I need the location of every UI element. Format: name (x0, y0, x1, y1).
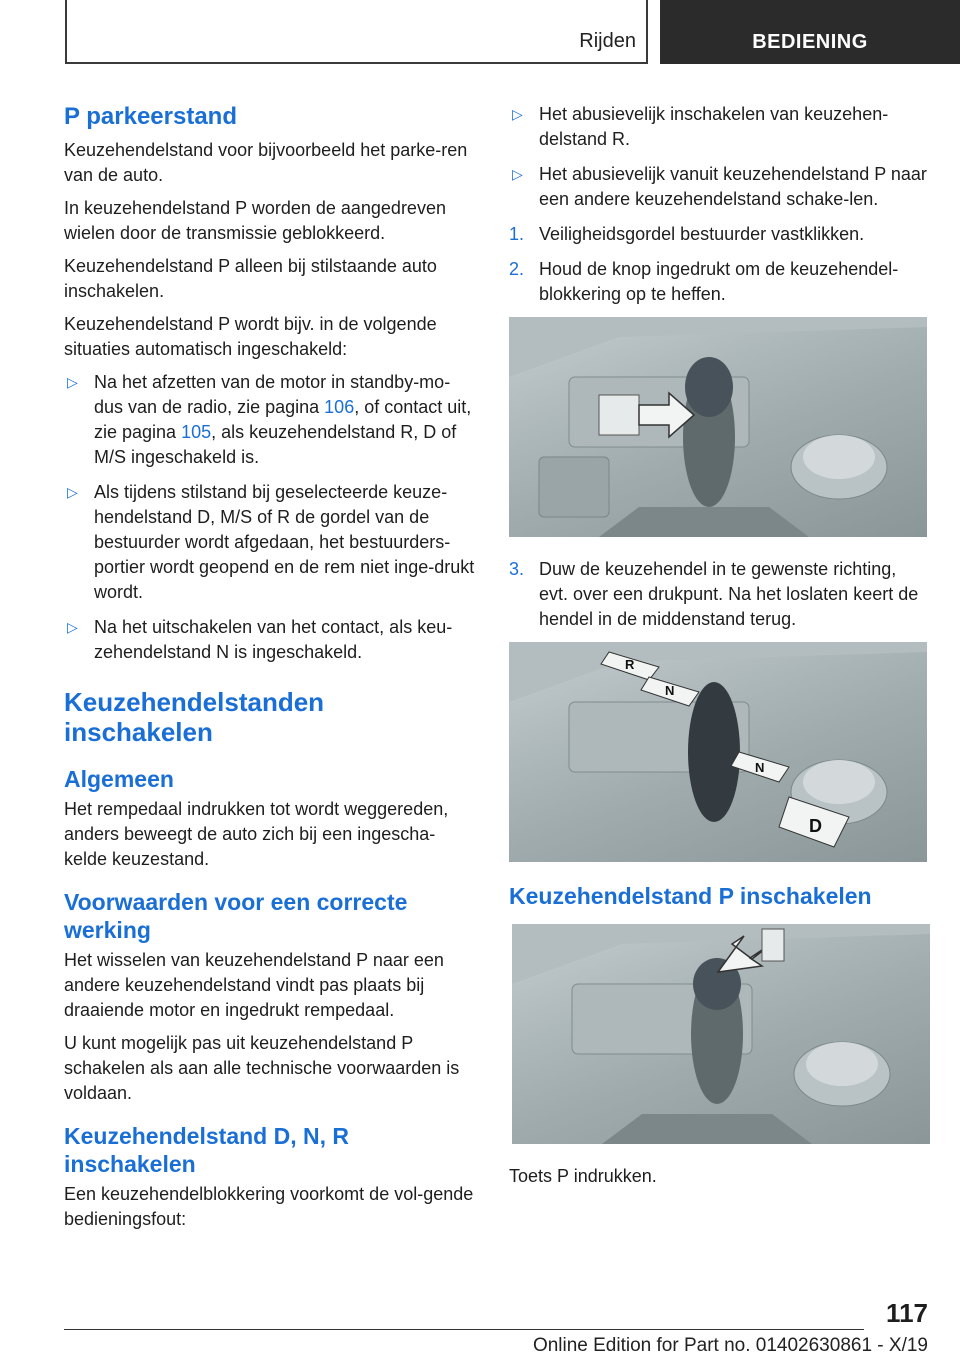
direction-label: N (665, 683, 675, 698)
paragraph: Een keuzehendelblokkering voorkomt de vol-gende bedieningsfout: (64, 1184, 474, 1229)
heading-algemeen: Algemeen (64, 766, 174, 792)
paragraph: Keuzehendelstand voor bijvoorbeeld het parke-ren van de auto. (64, 140, 468, 185)
page-number: 117 (886, 1298, 928, 1328)
heading-voorwaarden: Voorwaarden voor een correcte werking (64, 889, 408, 943)
direction-label: D (809, 816, 822, 836)
list-item: ▷ Het abusievelijk inschakelen van keuzehen-delstand R. (512, 104, 889, 149)
list-item: ▷ Als tijdens stilstand bij geselecteerde keuze-hendelstand D, M/S of R de gordel van de bestuurder wordt afgedaan, het bestuurders-portier wordt geopend en de rem niet inge-drukt wordt. (67, 482, 475, 602)
list-item: ▷ Na het uitschakelen van het contact, als keu-zehendelstand N is ingeschakeld. (67, 617, 453, 662)
paragraph: Het wisselen van keuzehendelstand P naar een andere keuzehendelstand vindt pas plaats bij draaiende motor en ingedrukt rempedaal. (64, 950, 444, 1020)
paragraph: U kunt mogelijk pas uit keuzehendelstand P schakelen als aan alle technische voorwaarden is voldaan. (64, 1033, 460, 1103)
heading-dnr: Keuzehendelstand D, N, R inschakelen (64, 1123, 349, 1177)
triangle-right-icon: ▷ (67, 484, 78, 500)
direction-label: R (625, 657, 635, 672)
right-column (509, 102, 929, 1197)
paragraph: Keuzehendelstand P wordt bijv. in de volgende situaties automatisch ingeschakeld: (64, 314, 437, 359)
page-link-106[interactable]: 106 (324, 397, 355, 417)
triangle-right-icon: ▷ (512, 106, 523, 122)
edition-footer: Online Edition for Part no. 01402630861 - X/19 (532, 1335, 928, 1356)
step-item: 2. Houd de knop ingedrukt om de keuzehendel-blokkering op te heffen. (509, 259, 899, 304)
heading-keuzehendelstanden: Keuzehendelstanden inschakelen (64, 687, 325, 747)
header-frame (65, 0, 648, 64)
list-item: ▷ Het abusievelijk vanuit keuzehendelstand P naar een andere keuzehendelstand schake-len. (512, 164, 927, 209)
list-item: ▷ Na het afzetten van de motor in standby-mo-dus van de radio, zie pagina 106, of contact uit, zie pagina 105, als keuzehendelstand R, D of M/S ingeschakeld is. (67, 372, 472, 467)
paragraph: In keuzehendelstand P worden de aangedreven wielen door de transmissie geblokkeerd. (64, 198, 446, 243)
step-item: 1. Veiligheidsgordel bestuurder vastklikken. (509, 224, 865, 244)
paragraph: Toets P indrukken. (509, 1166, 657, 1186)
triangle-right-icon: ▷ (67, 619, 78, 635)
step-item: 3. Duw de keuzehendel in te gewenste richting, evt. over een drukpunt. Na het loslaten keert de hendel in de middenstand terug. (509, 559, 919, 629)
paragraph: Het rempedaal indrukken tot wordt weggereden, anders beweegt de auto zich bij een ingescha-kelde keuzestand. (64, 799, 449, 869)
gear-selector-unlock-illustration (509, 317, 927, 537)
triangle-right-icon: ▷ (67, 374, 78, 390)
gear-selector-directions-illustration (509, 642, 927, 862)
footer-divider (64, 1329, 864, 1330)
direction-label: N (755, 760, 765, 775)
chapter-tab: BEDIENING (660, 0, 960, 64)
heading-parkeerstand: P parkeerstand (64, 103, 237, 130)
heading-p-inschakelen: Keuzehendelstand P inschakelen (509, 883, 872, 909)
triangle-right-icon: ▷ (512, 166, 523, 182)
left-column (64, 102, 476, 1240)
section-title: Rijden (579, 30, 636, 52)
gear-selector-p-button-illustration (512, 924, 930, 1144)
paragraph: Keuzehendelstand P alleen bij stilstaande auto inschakelen. (64, 256, 437, 301)
page-link-105[interactable]: 105 (181, 422, 212, 442)
